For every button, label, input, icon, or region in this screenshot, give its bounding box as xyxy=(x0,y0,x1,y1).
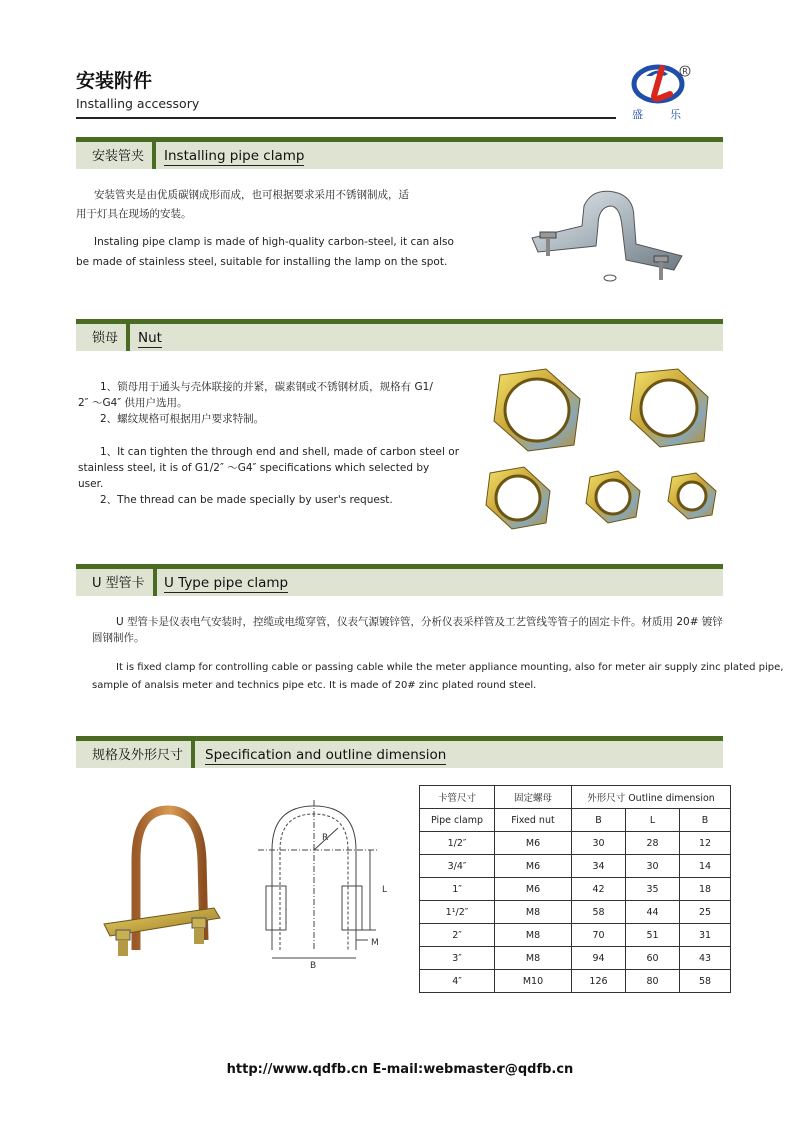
header-divider xyxy=(76,117,616,119)
small-nut-3 xyxy=(668,473,716,519)
nut-en-line4: 2、The thread can be made specially by user's request. xyxy=(100,494,393,506)
section-label-cn: 锁母 xyxy=(84,324,130,351)
nut-en-line2: stainless steel, it is of G1/2″ ～G4″ specifications which selected by xyxy=(78,462,430,474)
table-cell: 25 xyxy=(680,901,731,924)
logo-char-left: 盛 xyxy=(632,108,643,121)
nut-photos xyxy=(480,365,725,539)
table-header: 固定螺母 xyxy=(495,786,572,809)
u-clamp-cn-line1: U 型管卡是仪表电气安装时，控缆或电缆穿管，仪表气源镀锌管，分析仪表采样管及工艺管线等管子的固定卡件。材质用 20# 镀锌 xyxy=(116,616,723,628)
u-clamp-en-line1: It is fixed clamp for controlling cable or passing cable while the meter appliance mounting, also for meter air supply zinc plated pipe, xyxy=(116,662,784,673)
page-subtitle: Installing accessory xyxy=(76,96,200,111)
table-cell: 3/4″ xyxy=(420,855,495,878)
table-row xyxy=(420,878,731,901)
pipe-clamp-cn-line1: 安装管夹是由优质碳钢成形而成，也可根据要求采用不锈钢制成，适 xyxy=(94,189,409,201)
table-cell: 12 xyxy=(680,832,731,855)
table-cell: 70 xyxy=(572,924,626,947)
table-cell: M10 xyxy=(495,970,572,993)
u-clamp-drawing xyxy=(258,800,408,974)
table-cell: M8 xyxy=(495,924,572,947)
table-cell: M8 xyxy=(495,947,572,970)
nut-cn-line1: 1、锁母用于通头与壳体联接的并紧，碳素钢或不锈钢材质，规格有 G1/ xyxy=(100,381,433,393)
table-cell: 58 xyxy=(680,970,731,993)
section-label-cn: U 型管卡 xyxy=(84,569,157,596)
table-cell: 18 xyxy=(680,878,731,901)
table-row xyxy=(420,947,731,970)
dim-label-b: B xyxy=(310,961,317,970)
table-header: Fixed nut xyxy=(495,809,572,832)
table-cell: 60 xyxy=(626,947,680,970)
table-header: 卡管尺寸 xyxy=(420,786,495,809)
table-cell: 1/2″ xyxy=(420,832,495,855)
table-row xyxy=(420,855,731,878)
spec-table xyxy=(419,785,731,993)
table-cell: 58 xyxy=(572,901,626,924)
dim-label-m: M xyxy=(371,938,379,948)
table-cell: 14 xyxy=(680,855,731,878)
pipe-clamp-en-line1: Instaling pipe clamp is made of high-quality carbon-steel, it can also xyxy=(94,236,454,248)
table-cell: 51 xyxy=(626,924,680,947)
section-label-cn: 规格及外形尺寸 xyxy=(84,741,195,768)
table-cell: 30 xyxy=(572,832,626,855)
nut-cn-line2: 2″ ～G4″ 供用户选用。 xyxy=(78,397,188,409)
table-cell: 35 xyxy=(626,878,680,901)
section-label-en: Installing pipe clamp xyxy=(164,148,305,164)
pipe-clamp-cn-line2: 用于灯具在现场的安装。 xyxy=(76,208,192,220)
footer-contact: http://www.qdfb.cn E-mail:webmaster@qdfb.cn xyxy=(226,1062,574,1077)
section-label-cn: 安装管夹 xyxy=(84,142,156,169)
nut-en-line1: 1、It can tighten the through end and shell, made of carbon steel or xyxy=(100,446,460,458)
small-nut-2 xyxy=(586,471,640,523)
u-clamp-en-line2: sample of analsis meter and technics pipe etc. It is made of 20# zinc plated round steel. xyxy=(92,680,537,691)
pipe-clamp-photo xyxy=(522,186,692,290)
small-nut-1 xyxy=(486,467,550,529)
table-cell: 3″ xyxy=(420,947,495,970)
table-row xyxy=(420,970,731,993)
table-header: B xyxy=(572,809,626,832)
table-cell: 30 xyxy=(626,855,680,878)
table-row xyxy=(420,832,731,855)
table-row xyxy=(420,924,731,947)
table-row xyxy=(420,901,731,924)
table-header: 外形尺寸 Outline dimension xyxy=(572,786,731,809)
page-title: 安装附件 xyxy=(76,70,153,92)
u-clamp-photo xyxy=(96,800,231,974)
table-header: L xyxy=(626,809,680,832)
section-label-en: Nut xyxy=(138,330,162,346)
nut-cn-line3: 2、螺纹规格可根据用户要求特制。 xyxy=(100,413,265,425)
table-cell: 34 xyxy=(572,855,626,878)
table-cell: M8 xyxy=(495,901,572,924)
section-header-spec xyxy=(76,741,723,768)
pipe-clamp-en-line2: be made of stainless steel, suitable for installing the lamp on the spot. xyxy=(76,256,448,268)
table-cell: 28 xyxy=(626,832,680,855)
table-cell: 94 xyxy=(572,947,626,970)
u-clamp-cn-line2: 圆钢制作。 xyxy=(92,632,145,644)
table-cell: M6 xyxy=(495,855,572,878)
table-header: B xyxy=(680,809,731,832)
large-nut-1 xyxy=(494,369,580,451)
table-header: Pipe clamp xyxy=(420,809,495,832)
table-cell: 4″ xyxy=(420,970,495,993)
logo-char-right: 乐 xyxy=(670,108,681,121)
registered-mark: R xyxy=(682,67,688,76)
table-cell: 42 xyxy=(572,878,626,901)
table-cell: 1¹/2″ xyxy=(420,901,495,924)
table-cell: 126 xyxy=(572,970,626,993)
dim-label-r: R xyxy=(322,833,329,843)
large-nut-2 xyxy=(630,369,708,447)
table-cell: M6 xyxy=(495,878,572,901)
table-cell: 44 xyxy=(626,901,680,924)
section-label-en: Specification and outline dimension xyxy=(205,747,447,763)
table-cell: M6 xyxy=(495,832,572,855)
table-cell: 2″ xyxy=(420,924,495,947)
table-cell: 1″ xyxy=(420,878,495,901)
section-header-u-clamp xyxy=(76,569,723,596)
table-cell: 43 xyxy=(680,947,731,970)
company-logo xyxy=(624,62,694,124)
section-header-pipe-clamp xyxy=(76,142,723,169)
section-label-en: U Type pipe clamp xyxy=(164,575,289,591)
section-header-nut xyxy=(76,324,723,351)
dim-label-l: L xyxy=(382,885,388,895)
nut-en-line3: user. xyxy=(78,478,104,490)
table-cell: 80 xyxy=(626,970,680,993)
table-cell: 31 xyxy=(680,924,731,947)
